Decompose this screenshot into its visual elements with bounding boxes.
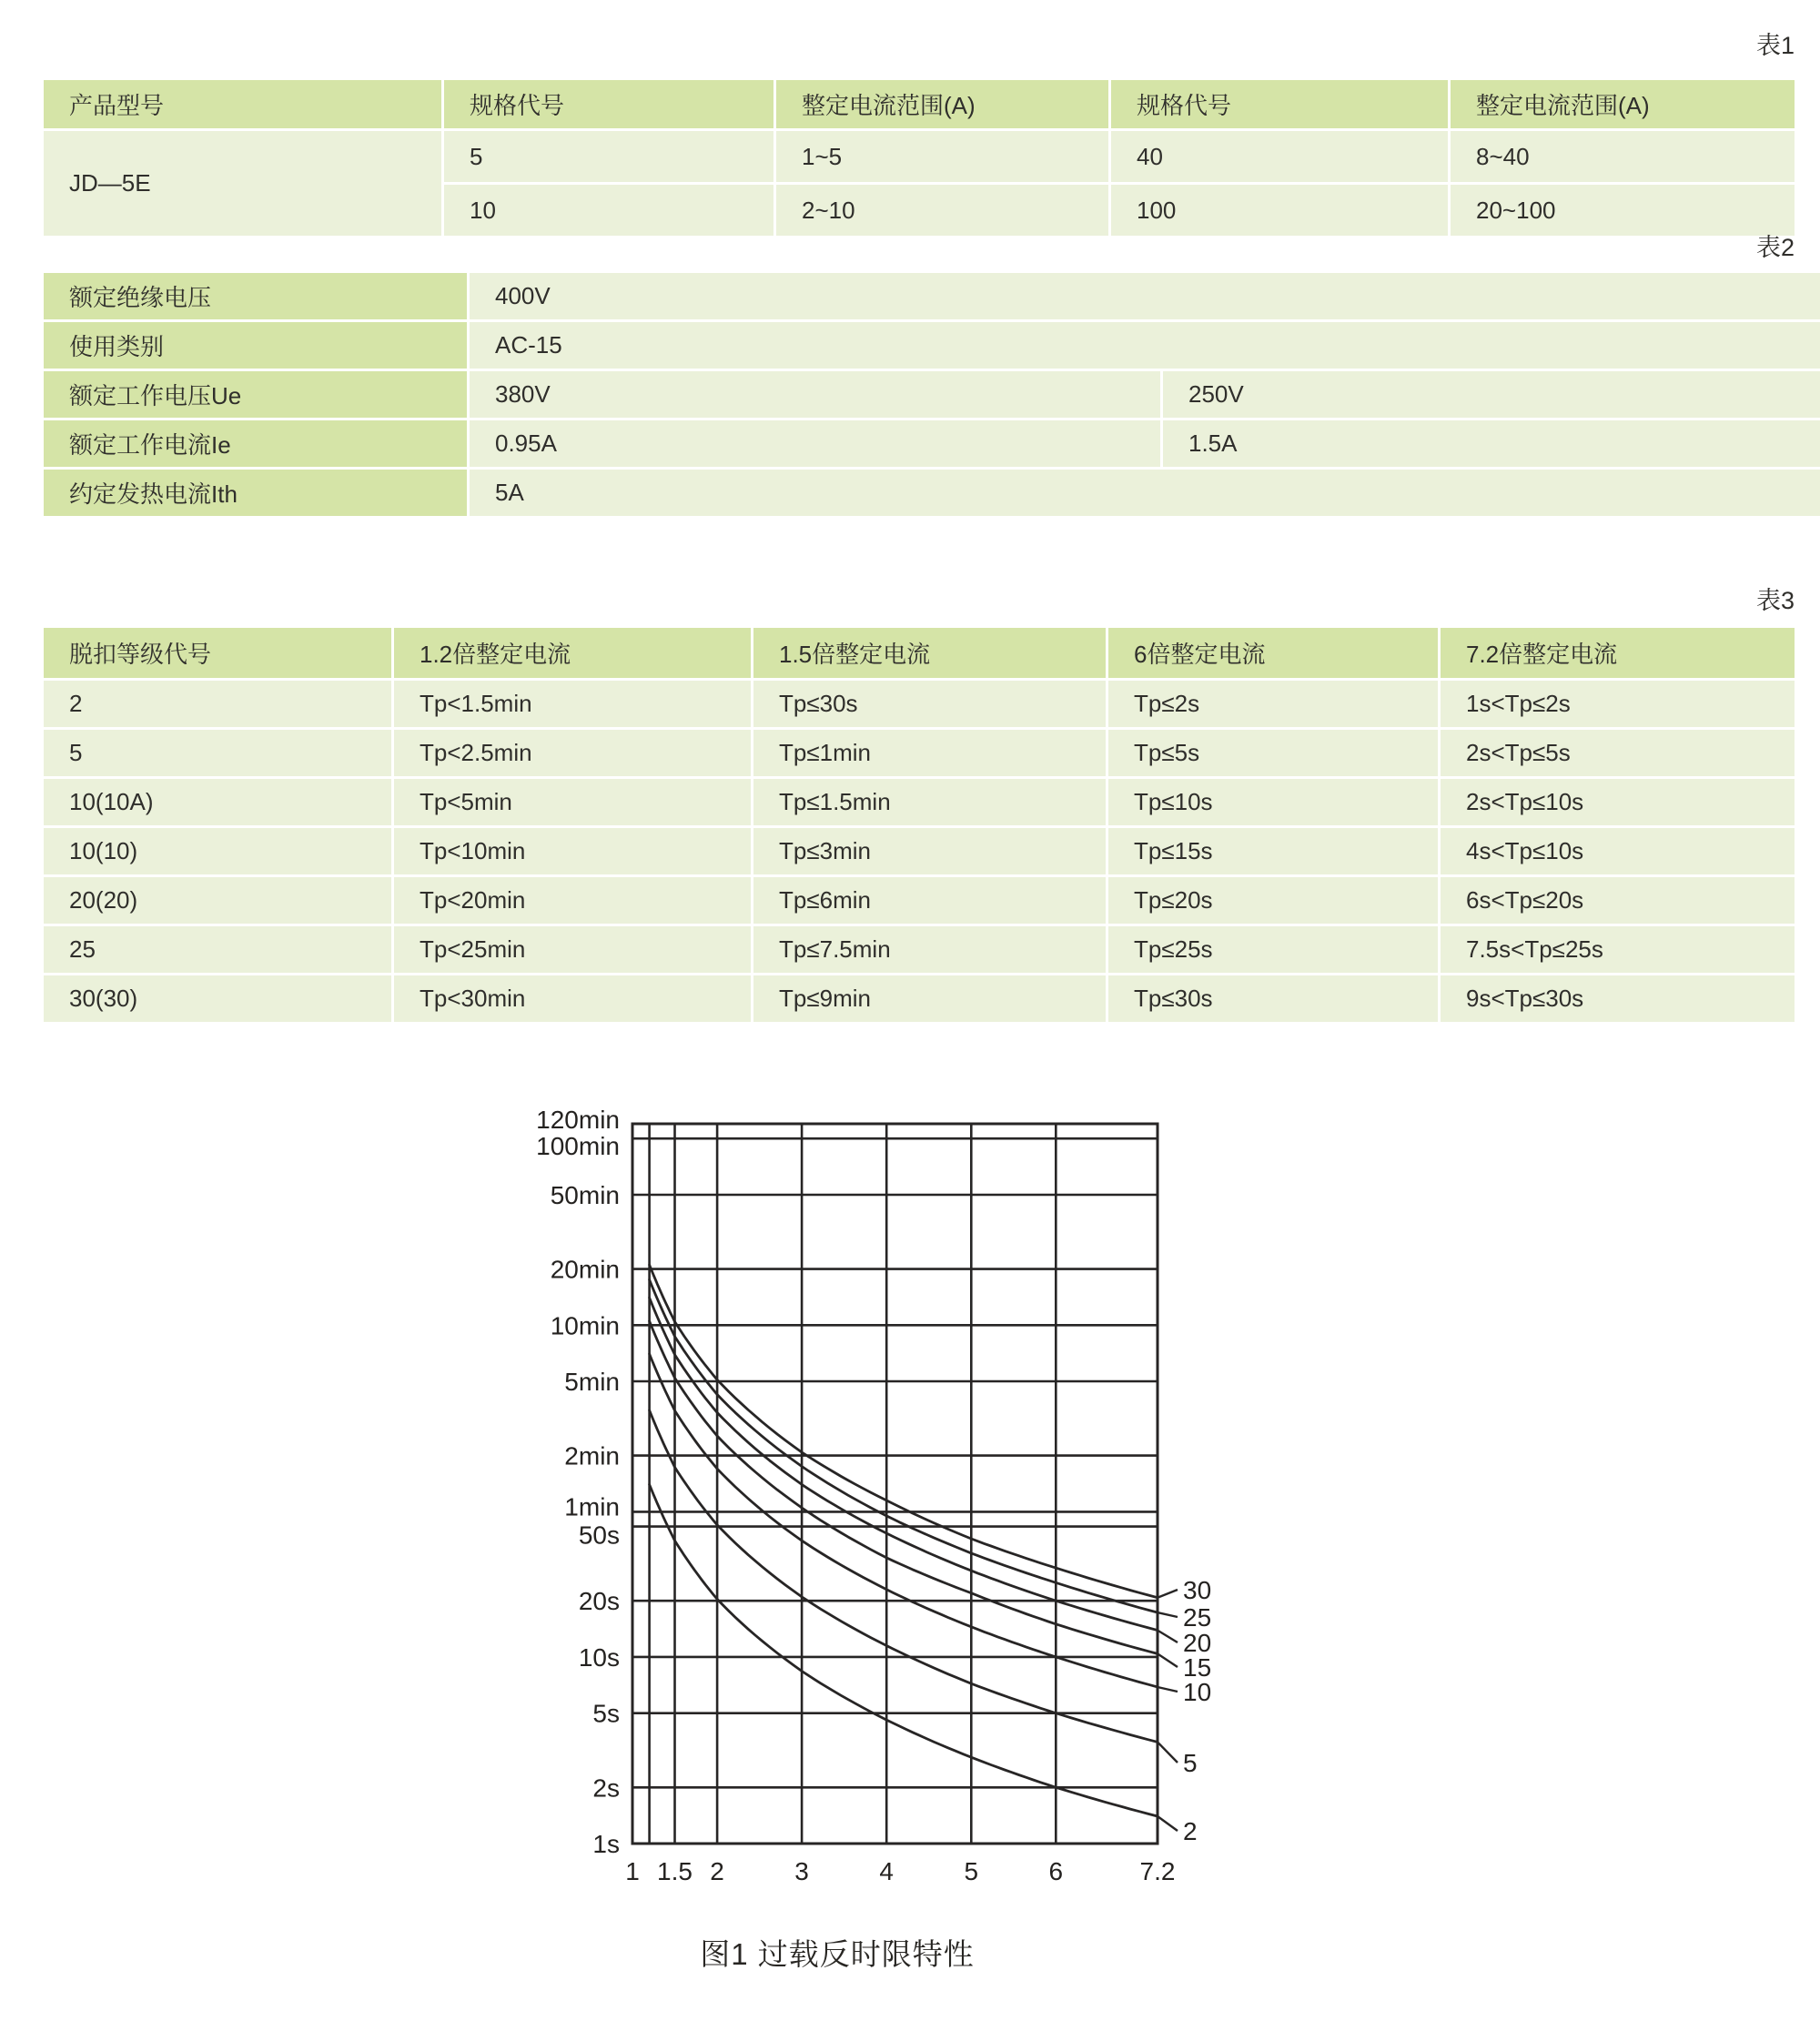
chart-y-tick-label-1s: 1s (592, 1830, 620, 1858)
table1-header-cell-0: 产品型号 (44, 80, 441, 128)
table3-cell-r6c1: Tp<30min (394, 975, 751, 1022)
curve-label-10: 10 (1183, 1678, 1212, 1706)
table1-header-cell-3: 规格代号 (1111, 80, 1448, 128)
curve-leader-line-2 (1158, 1816, 1178, 1831)
table2-label-cell: 额定工作电压Ue (44, 371, 467, 418)
table3-cell-r3c2: Tp≤3min (753, 828, 1106, 874)
table1-cell-r0c2: 1~5 (776, 131, 1108, 182)
table2-label-cell: 使用类别 (44, 322, 467, 369)
table3-cell-r0c2: Tp≤30s (753, 681, 1106, 727)
table3-tag: 表3 (1755, 587, 1795, 614)
curve-15 (650, 1321, 1158, 1654)
table2-label-cell: 额定绝缘电压 (44, 273, 467, 319)
curve-label-2: 2 (1183, 1817, 1198, 1845)
curve-leader-line-20 (1158, 1631, 1178, 1642)
chart-y-tick-label-5s: 5s (592, 1699, 620, 1728)
curve-20 (650, 1298, 1158, 1631)
table1-header-cell-2: 整定电流范围(A) (776, 80, 1108, 128)
table2-value-cell: 5A (470, 470, 1820, 516)
chart-y-tick-label-50min: 50min (550, 1181, 620, 1209)
table3-cell-r6c4: 9s<Tp≤30s (1441, 975, 1795, 1022)
table2-value2-cell: 250V (1163, 371, 1820, 418)
table3-cell-r5c3: Tp≤25s (1108, 926, 1438, 973)
table1-cell-r0c4: 8~40 (1451, 131, 1795, 182)
table1-tag: 表1 (1755, 32, 1795, 59)
table1-header-cell-1: 规格代号 (444, 80, 774, 128)
curve-label-15: 15 (1183, 1653, 1212, 1682)
table3-cell-r1c3: Tp≤5s (1108, 730, 1438, 776)
table1-cell-r1c4: 20~100 (1451, 185, 1795, 236)
table3-cell-r6c0: 30(30) (44, 975, 391, 1022)
table3-cell-r4c1: Tp<20min (394, 877, 751, 924)
chart-x-tick-label-6: 6 (1048, 1857, 1064, 1885)
table3-cell-r5c2: Tp≤7.5min (753, 926, 1106, 973)
chart-frame (632, 1124, 1158, 1844)
curve-leader-line-5 (1158, 1742, 1178, 1763)
chart-y-tick-label-10min: 10min (550, 1311, 620, 1340)
chart-x-tick-label-4: 4 (879, 1857, 894, 1885)
table3-cell-r6c3: Tp≤30s (1108, 975, 1438, 1022)
table3-cell-r4c3: Tp≤20s (1108, 877, 1438, 924)
table1-cell-r1c3: 100 (1111, 185, 1448, 236)
table3-header-cell-2: 1.5倍整定电流 (753, 628, 1106, 678)
table1-cell-r1c1: 10 (444, 185, 774, 236)
chart-x-tick-label-3: 3 (794, 1857, 809, 1885)
table3-cell-r3c3: Tp≤15s (1108, 828, 1438, 874)
table2-value-cell: AC-15 (470, 322, 1820, 369)
curve-label-5: 5 (1183, 1749, 1198, 1777)
table3-cell-r4c4: 6s<Tp≤20s (1441, 877, 1795, 924)
chart-y-tick-label-20min: 20min (550, 1255, 620, 1284)
table3-cell-r1c4: 2s<Tp≤5s (1441, 730, 1795, 776)
chart-y-tick-label-2s: 2s (592, 1773, 620, 1803)
chart-x-tick-label-1.5: 1.5 (657, 1857, 693, 1885)
table3-cell-r6c2: Tp≤9min (753, 975, 1106, 1022)
curve-label-30: 30 (1183, 1576, 1212, 1604)
table1-product-cell: JD—5E (44, 131, 441, 236)
table3-cell-r3c0: 10(10) (44, 828, 391, 874)
table3-cell-r2c3: Tp≤10s (1108, 779, 1438, 825)
table3-header-cell-0: 脱扣等级代号 (44, 628, 391, 678)
curve-leader-line-10 (1158, 1687, 1178, 1692)
chart-y-tick-label-10s: 10s (578, 1642, 620, 1672)
table3-header-cell-3: 6倍整定电流 (1108, 628, 1438, 678)
table2-tag: 表2 (1755, 234, 1795, 261)
table3-cell-r1c0: 5 (44, 730, 391, 776)
curve-leader-line-25 (1158, 1612, 1178, 1617)
table2-label-cell: 额定工作电流Ie (44, 420, 467, 467)
curve-label-20: 20 (1183, 1629, 1212, 1657)
table3-header-cell-4: 7.2倍整定电流 (1441, 628, 1795, 678)
table1-cell-r0c1: 5 (444, 131, 774, 182)
curve-leader-line-15 (1158, 1653, 1178, 1667)
table3-cell-r4c2: Tp≤6min (753, 877, 1106, 924)
table3-cell-r3c4: 4s<Tp≤10s (1441, 828, 1795, 874)
table3-cell-r1c2: Tp≤1min (753, 730, 1106, 776)
table3-cell-r2c1: Tp<5min (394, 779, 751, 825)
curve-30 (650, 1265, 1158, 1598)
chart-x-tick-label-1: 1 (625, 1857, 640, 1885)
chart-y-tick-label-1min: 1min (564, 1492, 620, 1521)
chart-x-tick-label-2: 2 (710, 1857, 724, 1885)
curve-leader-line-30 (1158, 1590, 1178, 1598)
chart-y-tick-label-20s: 20s (578, 1587, 620, 1616)
curve-label-25: 25 (1183, 1603, 1212, 1632)
chart-y-tick-label-2min: 2min (564, 1441, 620, 1470)
chart-y-tick-label-5min: 5min (564, 1368, 620, 1396)
table3-cell-r1c1: Tp<2.5min (394, 730, 751, 776)
table1-cell-r0c3: 40 (1111, 131, 1448, 182)
table1-cell-r1c2: 2~10 (776, 185, 1108, 236)
table2-label-cell: 约定发热电流Ith (44, 470, 467, 516)
chart-y-tick-label-50s: 50s (578, 1521, 620, 1550)
table3-cell-r5c4: 7.5s<Tp≤25s (1441, 926, 1795, 973)
table3-cell-r5c0: 25 (44, 926, 391, 973)
table3-cell-r0c1: Tp<1.5min (394, 681, 751, 727)
chart-x-tick-label-5: 5 (964, 1857, 979, 1885)
table3-cell-r3c1: Tp<10min (394, 828, 751, 874)
table3-cell-r2c2: Tp≤1.5min (753, 779, 1106, 825)
chart-y-tick-label-100min: 100min (536, 1132, 620, 1161)
figure-caption: 图1 过载反时限特性 (700, 1937, 975, 1971)
table3-cell-r2c4: 2s<Tp≤10s (1441, 779, 1795, 825)
table2-value-cell: 380V (470, 371, 1160, 418)
table3-cell-r0c3: Tp≤2s (1108, 681, 1438, 727)
chart-y-tick-label-120min: 120min (536, 1106, 620, 1134)
table2-value-cell: 0.95A (470, 420, 1160, 467)
table2-value-cell: 400V (470, 273, 1820, 319)
table3-cell-r2c0: 10(10A) (44, 779, 391, 825)
table3-cell-r4c0: 20(20) (44, 877, 391, 924)
table3-header-cell-1: 1.2倍整定电流 (394, 628, 751, 678)
chart-x-tick-label-7.2: 7.2 (1139, 1857, 1176, 1885)
table3-cell-r0c4: 1s<Tp≤2s (1441, 681, 1795, 727)
table1-header-cell-4: 整定电流范围(A) (1451, 80, 1795, 128)
table2-value2-cell: 1.5A (1163, 420, 1820, 467)
table3-cell-r5c1: Tp<25min (394, 926, 751, 973)
table3-cell-r0c0: 2 (44, 681, 391, 727)
